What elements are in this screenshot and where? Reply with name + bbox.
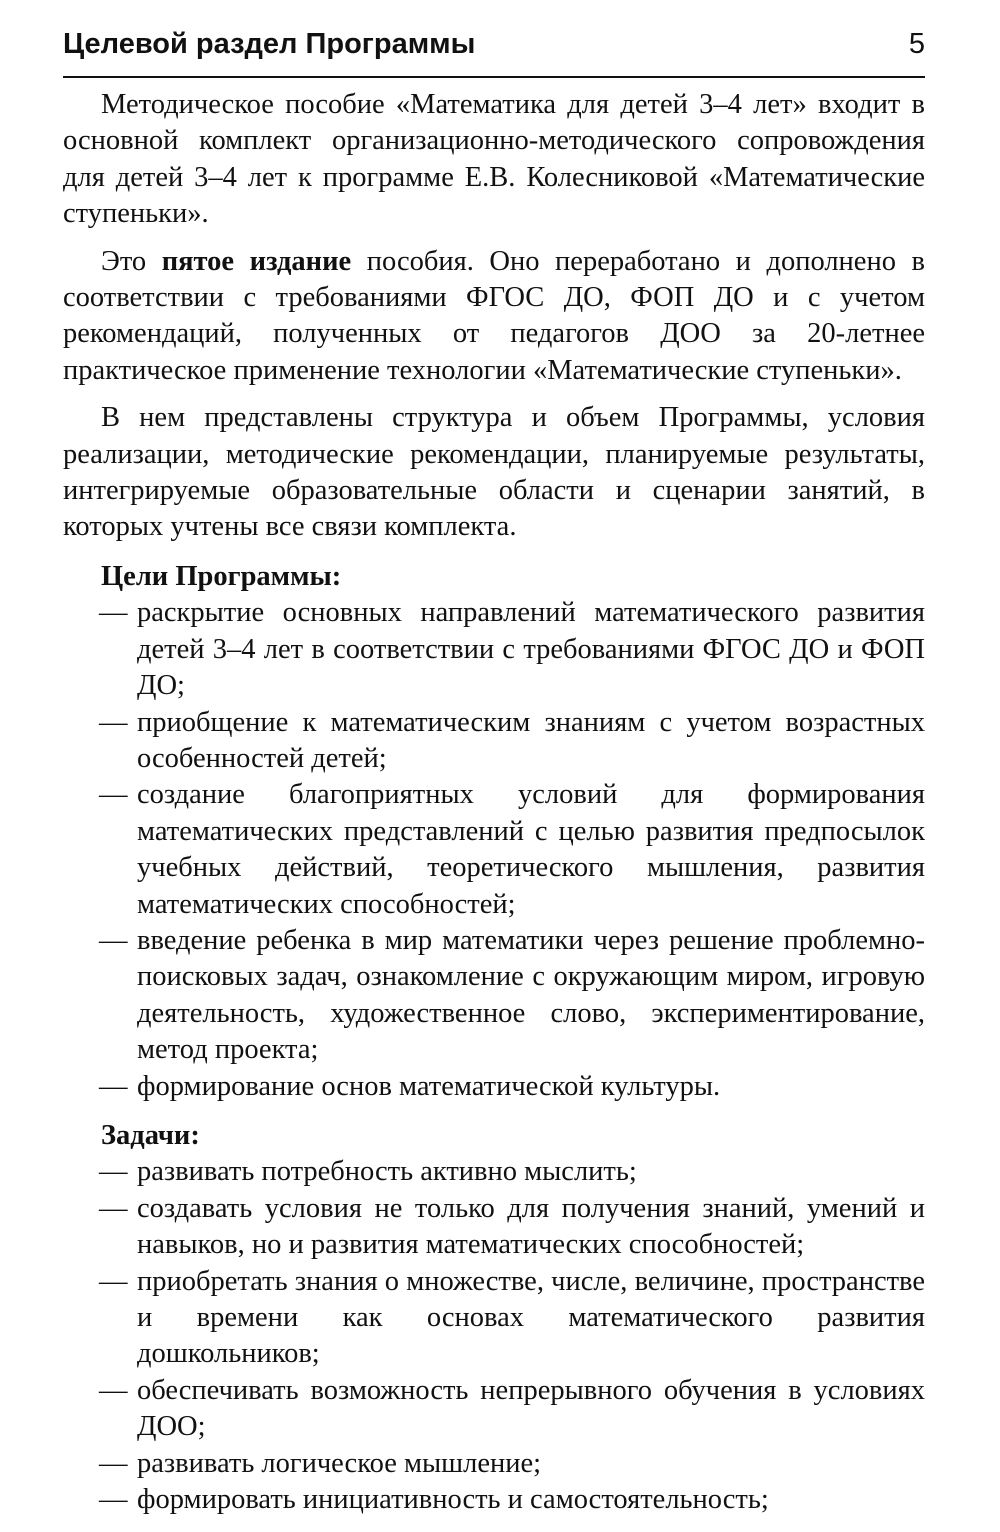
tasks-list [63, 1154, 925, 1518]
list-item [63, 1264, 925, 1373]
dash-marker: — [99, 1156, 128, 1188]
dash-marker: — [99, 779, 128, 811]
list-item [63, 1069, 925, 1105]
list-item-text: приобщение к математическим знаниям с учетом возрастных особенностей детей; [137, 706, 925, 774]
contents-paragraph: В нем представлены структура и объем Программы, условия реализации, методические рекомендации, планируемые результаты, интегрируемые образовательные области и сценарии занятий, в которых учтены все связи комплекта. [63, 402, 925, 543]
list-item [63, 923, 925, 1069]
edition-emphasis: пятое издание [161, 245, 352, 277]
goals-list [63, 595, 925, 1105]
edition-paragraph [63, 244, 925, 390]
list-item-text: развивать логическое мышление; [137, 1447, 542, 1479]
list-item-text: развивать потребность активно мыслить; [137, 1156, 637, 1188]
list-item [63, 1154, 925, 1190]
page-body [63, 87, 925, 1518]
edition-text-rest: пособия. Оно переработано и дополнено в соответствии с требованиями ФГОС ДО, ФОП ДО и с учетом рекомендаций, полученных от педагогов ДОО за 20-летнее практическое применение технологии «Математические ступеньки». [63, 245, 925, 386]
dash-marker: — [99, 924, 128, 956]
intro-paragraph: Методическое пособие «Математика для детей 3–4 лет» входит в основной комплект организационно-методического сопровождения для детей 3–4 лет к программе Е.В. Колесниковой «Математические ступеньки». [63, 89, 925, 230]
dash-marker: — [99, 1374, 128, 1406]
page-number: 5 [908, 28, 925, 60]
dash-marker: — [99, 1265, 128, 1297]
list-item-text: обеспечивать возможность непрерывного обучения в условиях ДОО; [137, 1374, 925, 1443]
running-header [63, 28, 925, 78]
dash-marker: — [99, 1070, 128, 1102]
dash-marker: — [99, 706, 128, 738]
list-item [63, 1191, 925, 1264]
dash-marker: — [99, 1192, 128, 1224]
list-item [63, 705, 925, 778]
list-item [63, 1446, 925, 1482]
list-item [63, 1373, 925, 1446]
list-item [63, 777, 925, 923]
list-item [63, 1482, 925, 1518]
dash-marker: — [99, 1447, 128, 1479]
list-item [63, 595, 925, 704]
list-item-text: создавать условия не только для получения знаний, умений и навыков, но и развития математических способностей; [137, 1192, 925, 1261]
list-item-text: создание благоприятных условий для формирования математических представлений с целью развития предпосылок учебных действий, теоретического мышления, развития математических способностей; [137, 779, 925, 920]
dash-marker: — [99, 597, 128, 629]
list-item-text: формирование основ математической культуры. [137, 1070, 721, 1102]
goals-heading: Цели Программы: [101, 560, 342, 592]
list-item-text: формировать инициативность и самостоятельность; [137, 1484, 769, 1516]
list-item-text: введение ребенка в мир математики через решение проблемно-поисковых задач, ознакомление с окружающим миром, игровую деятельность, художественное слово, экспериментирование, метод проекта; [137, 924, 925, 1066]
section-title: Целевой раздел Программы [63, 28, 476, 60]
dash-marker: — [99, 1484, 128, 1516]
list-item-text: приобретать знания о множестве, числе, величине, пространстве и времени как основах математического развития дошкольников; [137, 1265, 925, 1370]
tasks-heading: Задачи: [101, 1119, 200, 1151]
edition-text-start: Это [101, 245, 162, 277]
list-item-text: раскрытие основных направлений математического развития детей 3–4 лет в соответствии с требованиями ФГОС ДО и ФОП ДО; [137, 597, 925, 702]
